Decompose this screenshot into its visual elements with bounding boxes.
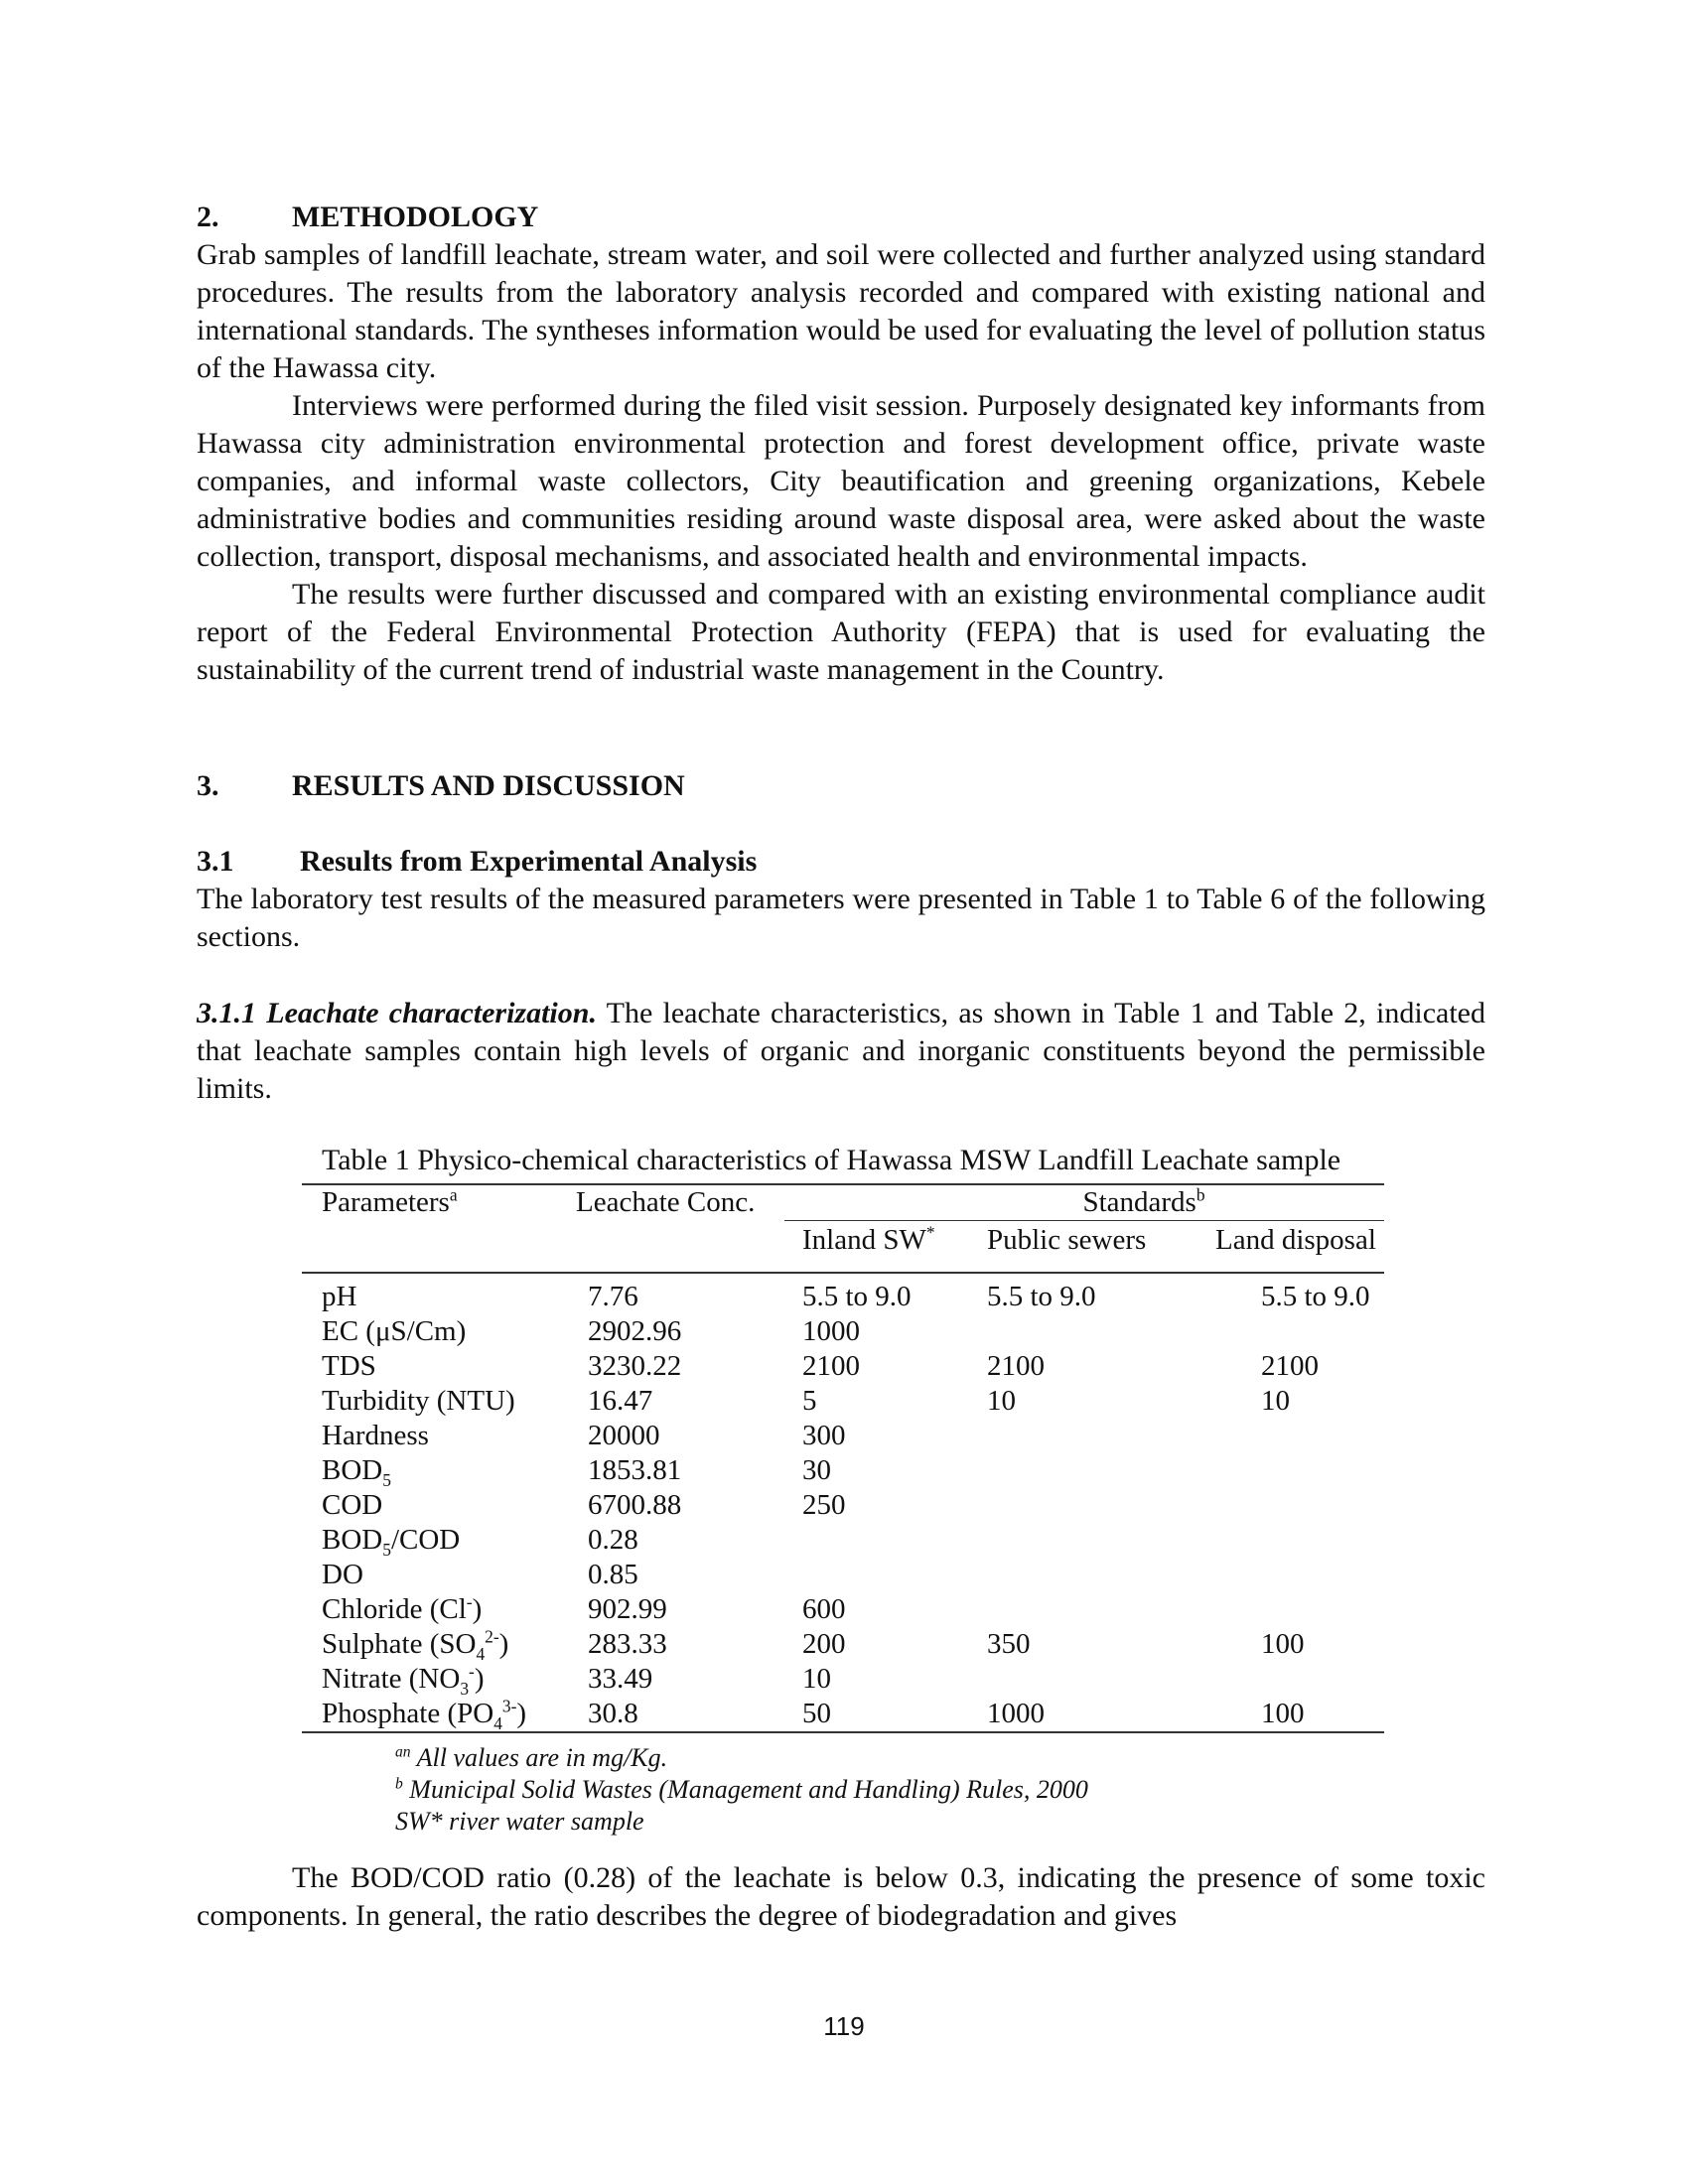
- section-3-1: [197, 843, 1485, 956]
- section-number: 2.: [197, 201, 219, 233]
- cell-parameter: Nitrate $(NO_3^-)$: [322, 1661, 485, 1699]
- cell-public: 10: [987, 1385, 1016, 1417]
- cell-conc: 7.76: [588, 1281, 638, 1312]
- cell-conc: 30.8: [588, 1698, 638, 1729]
- cell-land: [1215, 1314, 1384, 1349]
- table-row: [302, 1273, 1384, 1314]
- cell-land: 5.5 to 9.0: [1261, 1281, 1370, 1312]
- section-2-heading: [197, 199, 1485, 236]
- paragraph: Interviews were performed during the filed visit session. Purposely designated key informants from Hawassa city administration environmental protection and forest development office, private waste companies, and informal waste collectors, City beautification and greening organizations, Kebele administrative bodies and communities residing around waste disposal area, were asked about the waste collection, transport, disposal mechanisms, and associated health and environmental impacts.: [197, 389, 1485, 573]
- column-header-public: Public sewers: [987, 1224, 1147, 1256]
- cell-land: [1215, 1662, 1384, 1697]
- cell-inland: 250: [802, 1489, 846, 1521]
- table-notes: [395, 1742, 1088, 1838]
- table-row: [302, 1558, 1384, 1592]
- table-row: [302, 1627, 1384, 1662]
- section-title: METHODOLOGY: [292, 201, 539, 233]
- cell-land: [1215, 1419, 1384, 1453]
- cell-parameter: Hardness: [322, 1420, 429, 1451]
- cell-parameter: $BOD_5$: [322, 1454, 391, 1490]
- table-row: [302, 1419, 1384, 1453]
- cell-parameter: Phosphate $(PO_4^{3-})$: [322, 1696, 527, 1733]
- cell-parameter: Chloride (Cl-): [322, 1591, 483, 1625]
- cell-public: 5.5 to 9.0: [987, 1281, 1096, 1312]
- table-row: [302, 1349, 1384, 1384]
- data-table: [302, 1183, 1384, 1733]
- cell-parameter: Sulphate $(SO_4^{2-})$: [322, 1626, 509, 1664]
- cell-public: [975, 1523, 1215, 1558]
- column-header-leachate: Leachate Conc.: [576, 1186, 756, 1218]
- cell-inland: 1000: [802, 1315, 860, 1347]
- cell-inland: 600: [802, 1593, 846, 1625]
- section-title: RESULTS AND DISCUSSION: [292, 769, 685, 802]
- cell-public: [975, 1592, 1215, 1627]
- table-row: [302, 1697, 1384, 1732]
- section-3-1-1: [197, 995, 1485, 1108]
- cell-conc: 902.99: [588, 1593, 667, 1625]
- cell-conc: 6700.88: [588, 1489, 682, 1521]
- section-number: 3.1: [197, 845, 234, 878]
- cell-conc: 16.47: [588, 1385, 653, 1417]
- cell-land: 100: [1261, 1698, 1305, 1729]
- cell-parameter: DO: [322, 1559, 363, 1590]
- cell-inland: [784, 1558, 975, 1592]
- subsection-text: The leachate characteristics, as shown in Table 1 and Table 2, indicated that leachate samples contain high levels of organic and inorganic constituents beyond the permissible limits.: [197, 997, 1485, 1105]
- cell-public: [975, 1558, 1215, 1592]
- table-note: $^{an}$ All values are in mg/Kg.: [395, 1743, 668, 1772]
- cell-public: [975, 1314, 1215, 1349]
- table-row: [302, 1488, 1384, 1523]
- closing-section: [197, 1859, 1485, 1935]
- section-2: [197, 199, 1485, 689]
- cell-land: [1215, 1558, 1384, 1592]
- cell-public: [975, 1419, 1215, 1453]
- cell-inland: 50: [802, 1698, 831, 1729]
- cell-public: 1000: [987, 1698, 1045, 1729]
- cell-inland: 5: [802, 1385, 817, 1417]
- section-title: Results from Experimental Analysis: [300, 845, 758, 878]
- column-header-parameters: Parameters$^a$: [322, 1184, 458, 1218]
- paragraph: [197, 995, 1485, 1108]
- section-number: 3.: [197, 769, 219, 802]
- table-row: [302, 1314, 1384, 1349]
- cell-conc: 0.28: [588, 1524, 638, 1556]
- cell-conc: 3230.22: [588, 1350, 682, 1382]
- table-note: SW* river water sample: [395, 1807, 644, 1836]
- cell-conc: 33.49: [588, 1663, 653, 1695]
- cell-public: 350: [987, 1628, 1031, 1660]
- section-3-1-heading: [197, 843, 1485, 881]
- cell-conc: 1853.81: [588, 1454, 682, 1486]
- table-row: [302, 1523, 1384, 1558]
- cell-parameter: TDS: [322, 1350, 376, 1382]
- section-3-heading: [197, 767, 1485, 805]
- cell-land: 10: [1261, 1385, 1290, 1417]
- subsection-label: 3.1.1 Leachate characterization.: [197, 997, 597, 1029]
- column-header-inland: Inland SW*: [802, 1222, 935, 1256]
- table-row: [302, 1662, 1384, 1697]
- cell-inland: 2100: [802, 1350, 860, 1382]
- cell-land: 100: [1261, 1628, 1305, 1660]
- cell-conc: 2902.96: [588, 1315, 682, 1347]
- table-body: [302, 1273, 1384, 1732]
- cell-inland: 30: [802, 1454, 831, 1486]
- column-header-land: Land disposal: [1215, 1224, 1376, 1256]
- cell-public: [975, 1488, 1215, 1523]
- table-row: [302, 1453, 1384, 1488]
- cell-public: [975, 1453, 1215, 1488]
- paragraph: The results were further discussed and compared with an existing environmental compliance audit report of the Federal Environmental Protection Authority (FEPA) that is used for evaluating the sustainability of the current trend of industrial waste management in the Country.: [197, 578, 1485, 686]
- table-caption: Table 1 Physico-chemical characteristics of Hawassa MSW Landfill Leachate sample: [322, 1144, 1341, 1176]
- column-header-standards: Standards$^b$: [784, 1184, 1384, 1221]
- cell-public: [975, 1662, 1215, 1697]
- table-row: [302, 1384, 1384, 1419]
- cell-land: 2100: [1261, 1350, 1319, 1382]
- table-note: $^b$ Municipal Solid Wastes (Management and Handling) Rules, 2000: [395, 1775, 1088, 1804]
- table-row: [302, 1592, 1384, 1627]
- paragraph: The BOD/COD ratio (0.28) of the leachate is below 0.3, indicating the presence of some toxic components. In general, the ratio describes the degree of biodegradation and gives: [197, 1861, 1485, 1932]
- cell-conc: 0.85: [588, 1559, 638, 1590]
- cell-inland: [784, 1523, 975, 1558]
- cell-parameter: Turbidity (NTU): [322, 1385, 515, 1417]
- cell-conc: 283.33: [588, 1628, 667, 1660]
- cell-land: [1215, 1592, 1384, 1627]
- page-number: 119: [823, 2011, 865, 2041]
- cell-parameter: EC (μS/Cm): [322, 1315, 467, 1347]
- cell-land: [1215, 1453, 1384, 1488]
- paragraph: Grab samples of landfill leachate, stream water, and soil were collected and further analyzed using standard procedures. The results from the laboratory analysis recorded and compared with existing national and international standards. The syntheses information would be used for evaluating the level of pollution status of the Hawassa city.: [197, 238, 1485, 384]
- paragraph: The laboratory test results of the measured parameters were presented in Table 1 to Table 6 of the following sections.: [197, 883, 1485, 953]
- cell-parameter: pH: [322, 1281, 357, 1312]
- cell-conc: 20000: [588, 1420, 660, 1451]
- cell-parameter: $BOD_5$/COD: [322, 1524, 461, 1560]
- cell-land: [1215, 1523, 1384, 1558]
- cell-inland: 300: [802, 1420, 846, 1451]
- cell-public: 2100: [987, 1350, 1045, 1382]
- cell-inland: 200: [802, 1628, 846, 1660]
- cell-inland: 5.5 to 9.0: [802, 1281, 912, 1312]
- cell-land: [1215, 1488, 1384, 1523]
- table-1: [302, 1183, 1384, 1733]
- cell-inland: 10: [802, 1663, 831, 1695]
- cell-parameter: COD: [322, 1489, 383, 1521]
